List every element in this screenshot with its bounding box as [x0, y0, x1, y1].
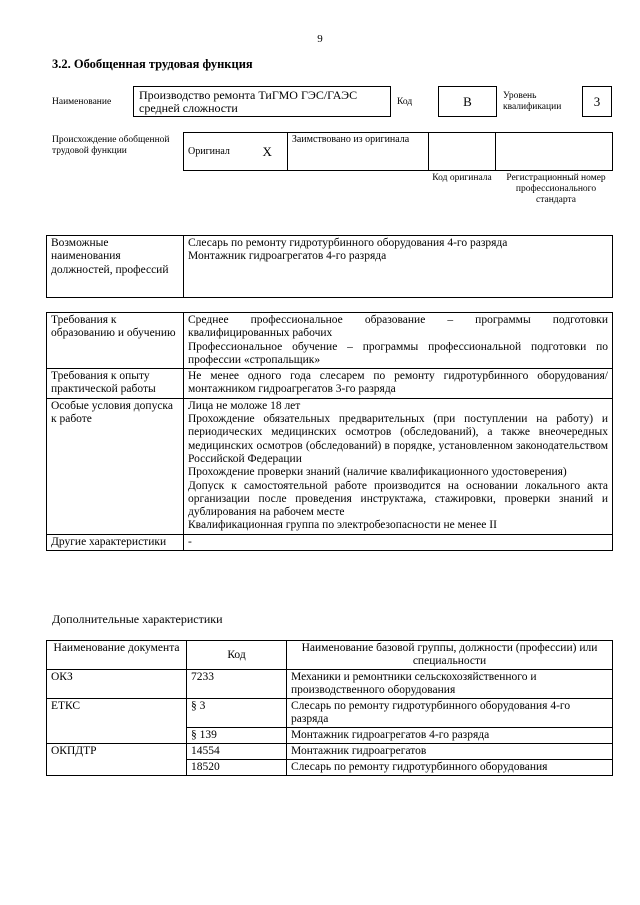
row-code: 18520 [187, 760, 287, 776]
table-row [47, 760, 613, 776]
positions-table [46, 235, 613, 298]
row-code: § 139 [187, 728, 287, 744]
row-code: 7233 [187, 670, 287, 699]
requirements-table [46, 312, 613, 551]
table-row [47, 670, 613, 699]
reg-caption: Регистрационный номер профессионального стандарта [506, 173, 606, 205]
table-row [47, 744, 613, 760]
code-caption: Код оригинала [432, 173, 492, 183]
req-experience-item: Не менее одного года слесарем по ремонту гидротурбинного оборудования/ монтажником гидроагрегатов 3-го разряда [188, 370, 608, 396]
row-name: Механики и ремонтники сельскохозяйственного и производственного оборудования [287, 670, 613, 699]
row-name: Монтажник гидроагрегатов [287, 744, 613, 760]
row-code: 14554 [187, 744, 287, 760]
row-doc: ЕТКС [47, 699, 187, 728]
origin-code-cell [428, 133, 496, 171]
req-education-item: Профессиональное обучение – программы профессиональной подготовки по профессии «стропальщик» [188, 340, 608, 366]
req-conditions-item: Прохождение проверки знаний (наличие квалификационного удостоверения) [188, 466, 567, 479]
col-header-name: Наименование базовой группы, должности (профессии) или специальности [287, 641, 613, 670]
level-label: Уровень квалификации [503, 91, 562, 112]
row-doc [47, 728, 187, 744]
col-header-code: Код [187, 641, 287, 670]
page-number: 9 [317, 33, 323, 45]
name-label: Наименование [52, 97, 112, 107]
borrowed-label: Заимствовано из оригинала [287, 133, 428, 171]
req-education-item: Среднее профессиональное образование – программы подготовки квалифицированных рабочих [188, 314, 608, 340]
positions-label: Возможные наименования должностей, профессий [47, 236, 184, 298]
section-title: 3.2. Обобщенная трудовая функция [52, 57, 253, 71]
original-mark: X [247, 133, 287, 171]
position-item: Слесарь по ремонту гидротурбинного оборудования 4-го разряда [188, 237, 508, 249]
code-value: B [438, 86, 497, 117]
req-conditions-item: Прохождение обязательных предварительных (при поступлении на работу) и периодических медицинских осмотров (обследований), а также внеочередных медицинских осмотров (обследований) в порядке, установленном законодательством Российской Федерации [188, 413, 608, 465]
name-value: Производство ремонта ТиГМО ГЭС/ГАЭС средней сложности [133, 86, 391, 117]
row-name: Монтажник гидроагрегатов 4-го разряда [287, 728, 613, 744]
level-value: 3 [582, 86, 612, 117]
origin-label: Происхождение обобщенной трудовой функции [52, 135, 170, 156]
col-header-document: Наименование документа [47, 641, 187, 670]
req-other-label: Другие характеристики [47, 534, 184, 550]
origin-table [183, 132, 613, 171]
req-education-label: Требования к образованию и обучению [47, 313, 184, 369]
additional-title: Дополнительные характеристики [52, 612, 223, 626]
row-doc: ОКПДТР [47, 744, 187, 760]
row-name: Слесарь по ремонту гидротурбинного оборудования 4-го разряда [287, 699, 613, 728]
origin-reg-cell [496, 133, 613, 171]
req-conditions-item: Квалификационная группа по электробезопасности не менее II [188, 519, 497, 532]
additional-table [46, 640, 613, 776]
req-experience-label: Требования к опыту практической работы [47, 369, 184, 399]
position-item: Монтажник гидроагрегатов 4-го разряда [188, 250, 387, 263]
req-conditions-item: Допуск к самостоятельной работе производится на основании локального акта организации после проведения инструктажа, стажировки, проверки знаний и дублирования на рабочем месте [188, 479, 608, 519]
req-conditions-label: Особые условия допуска к работе [47, 398, 184, 534]
table-row [47, 728, 613, 744]
req-conditions-item: Лица не моложе 18 лет [188, 399, 301, 412]
req-other-item: - [188, 535, 192, 548]
row-name: Слесарь по ремонту гидротурбинного оборудования [287, 760, 613, 776]
original-label: Оригинал [184, 133, 248, 171]
table-row [47, 699, 613, 728]
row-doc [47, 760, 187, 776]
row-code: § 3 [187, 699, 287, 728]
row-doc: ОКЗ [47, 670, 187, 699]
code-label: Код [397, 97, 413, 107]
